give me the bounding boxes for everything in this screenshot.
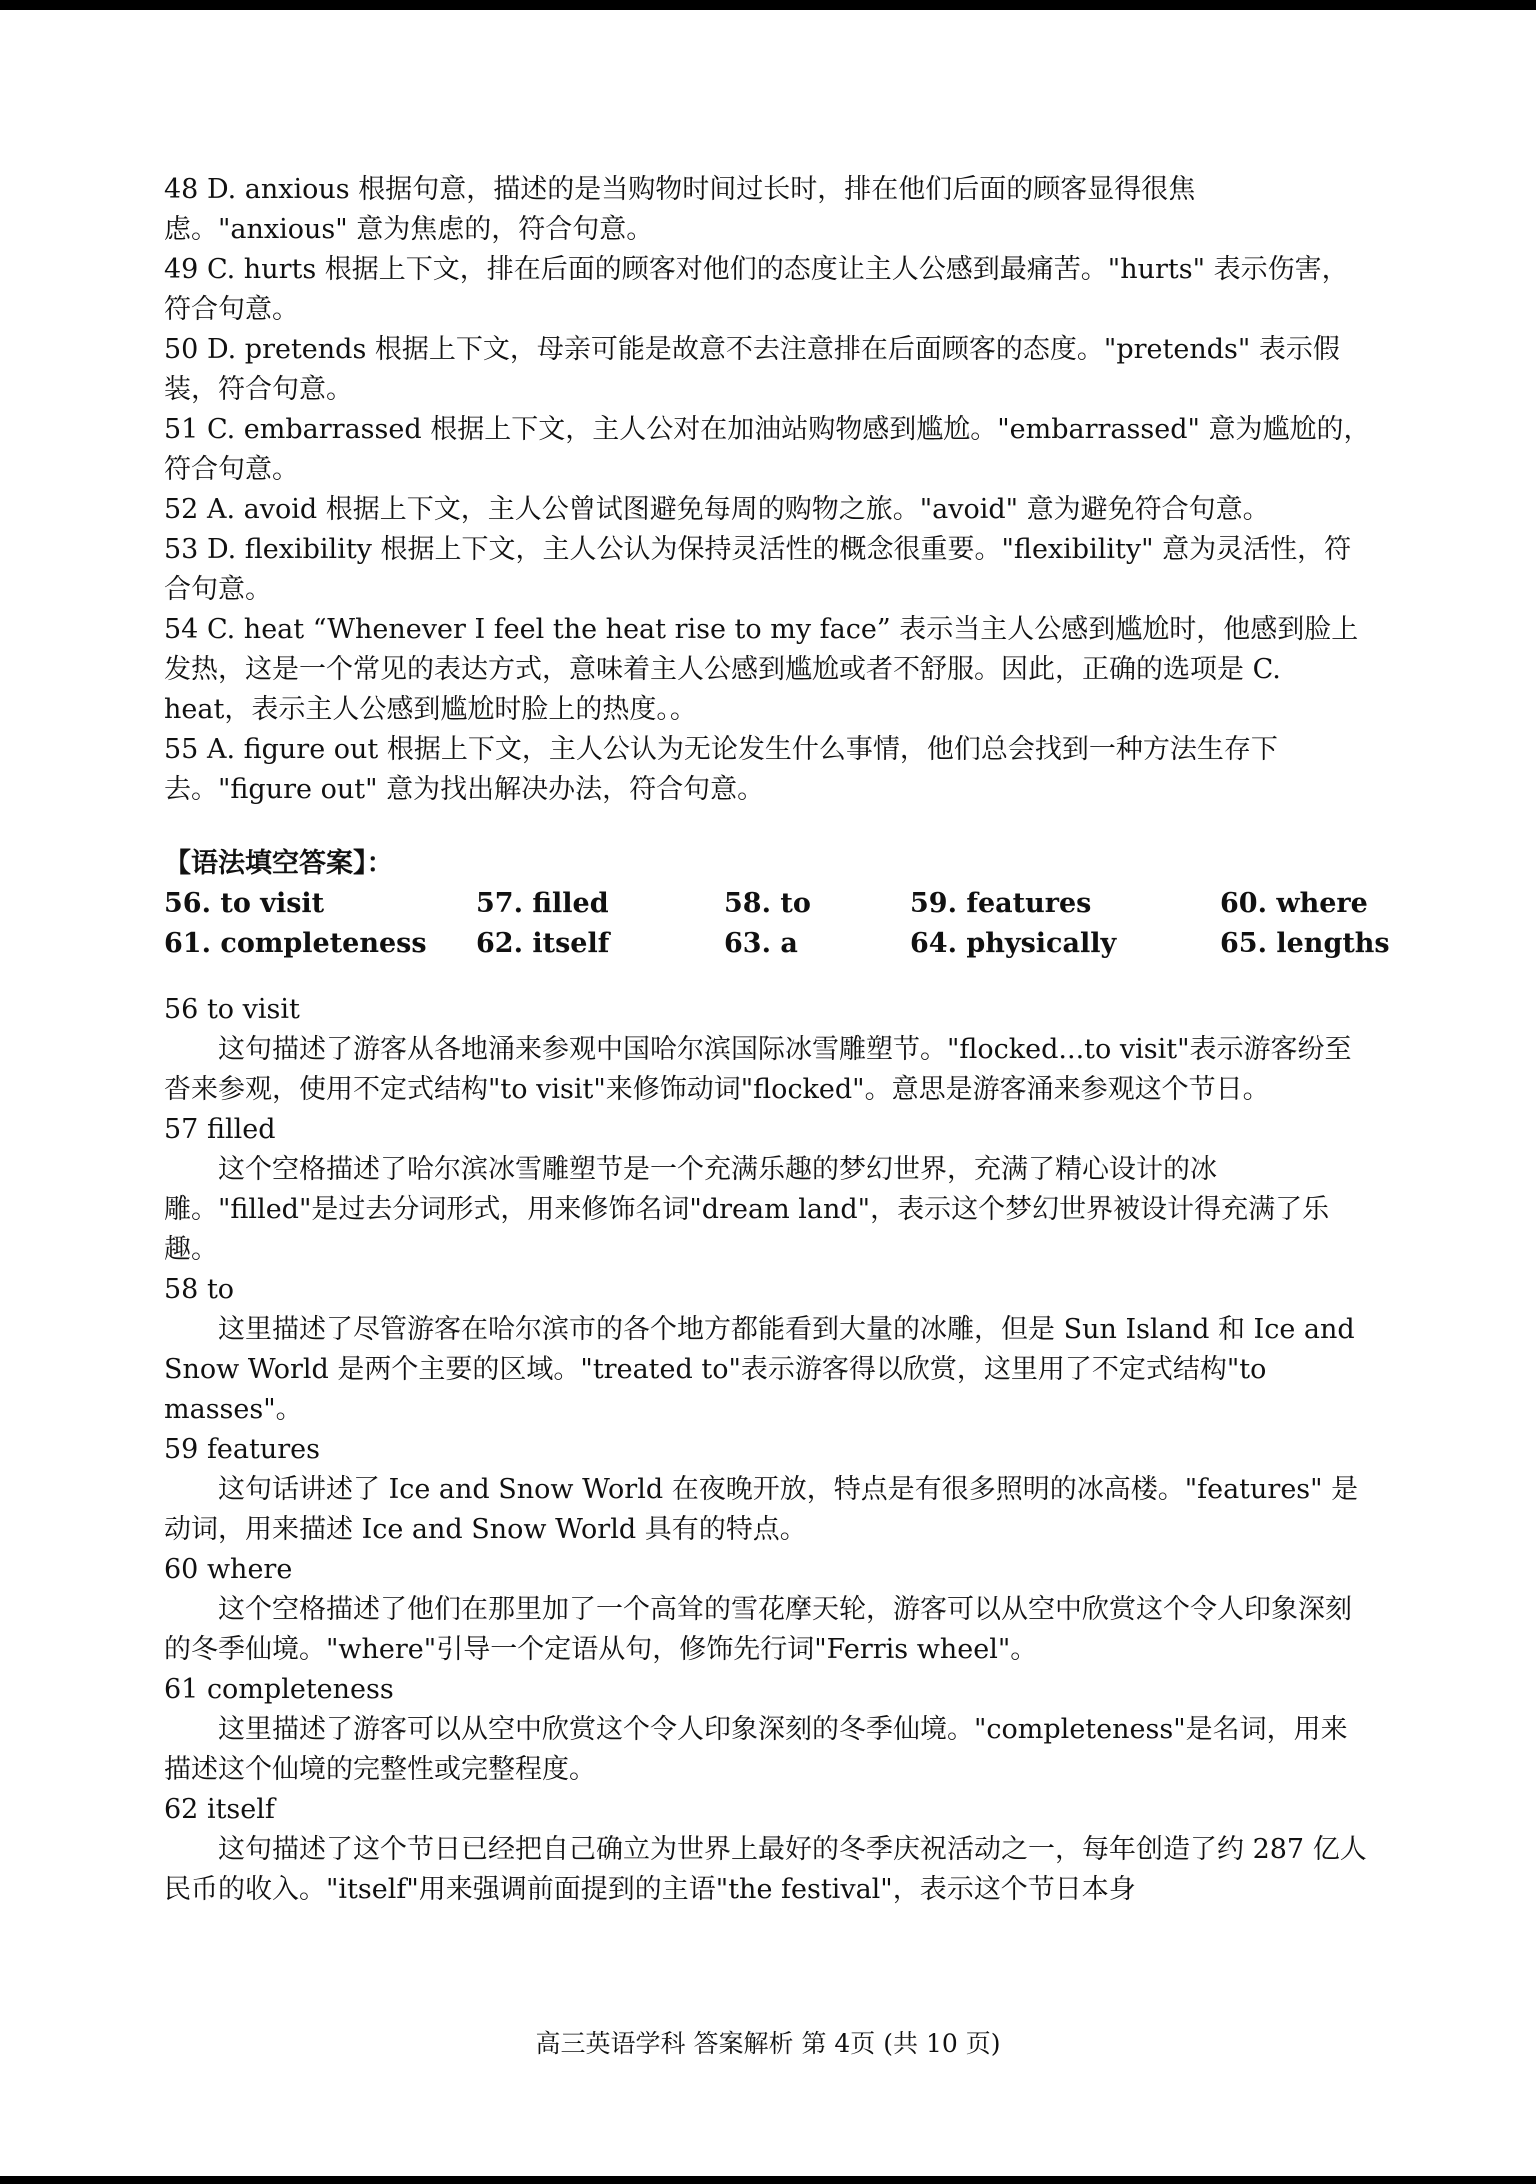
grammar-explanation-60: 这个空格描述了他们在那里加了一个高耸的雪花摩天轮，游客可以从空中欣赏这个令人印象深刻的冬季仙境。"where"引导一个定语从句，修饰先行词"Ferris wheel"。 xyxy=(164,1594,1352,1665)
grammar-answer: 60. where xyxy=(1220,888,1368,919)
bottom-border xyxy=(0,2176,1536,2184)
grammar-explanation-57: 这个空格描述了哈尔滨冰雪雕塑节是一个充满乐趣的梦幻世界，充满了精心设计的冰雕。"filled"是过去分词形式，用来修饰名词"dream land"，表示这个梦幻世界被设计得充满了乐趣。 xyxy=(164,1154,1330,1265)
answer-page xyxy=(164,170,1390,1910)
grammar-heading-59: 59 features xyxy=(164,1434,320,1465)
grammar-section-title: 【语法填空答案】： xyxy=(164,848,394,879)
grammar-answer: 56. to visit xyxy=(164,888,325,919)
grammar-explanation-59: 这句话讲述了 Ice and Snow World 在夜晚开放，特点是有很多照明的冰高楼。"features" 是动词，用来描述 Ice and Snow World 具有的特点。 xyxy=(164,1474,1359,1545)
page-footer: 高三英语学科 答案解析 第 4页 (共 10 页) xyxy=(535,2029,1001,2058)
grammar-answer: 64. physically xyxy=(910,928,1117,959)
grammar-explanation-58: 这里描述了尽管游客在哈尔滨市的各个地方都能看到大量的冰雕，但是 Sun Island 和 Ice and Snow World 是两个主要的区域。"treated to"表示游客得以欣赏，这里用了不定式结构"to masses"。 xyxy=(164,1314,1355,1425)
grammar-answer-grid xyxy=(164,884,1390,964)
grammar-answer: 62. itself xyxy=(476,928,610,959)
grammar-answer: 63. a xyxy=(724,928,798,959)
cloze-explanation-48: 48 D. anxious 根据句意，描述的是当购物时间过长时，排在他们后面的顾客显得很焦虑。"anxious" 意为焦虑的，符合句意。 xyxy=(164,174,1196,245)
cloze-explanation-51: 51 C. embarrassed 根据上下文，主人公对在加油站购物感到尴尬。"embarrassed" 意为尴尬的，符合句意。 xyxy=(164,414,1371,485)
top-border xyxy=(0,0,1536,10)
cloze-explanation-52: 52 A. avoid 根据上下文，主人公曾试图避免每周的购物之旅。"avoid" 意为避免符合句意。 xyxy=(164,494,1270,525)
cloze-explanation-49: 49 C. hurts 根据上下文，排在后面的顾客对他们的态度让主人公感到最痛苦。"hurts" 表示伤害，符合句意。 xyxy=(164,254,1349,325)
grammar-heading-61: 61 completeness xyxy=(164,1674,394,1705)
cloze-explanation-54: 54 C. heat “Whenever I feel the heat rise to my face” 表示当主人公感到尴尬时，他感到脸上发热，这是一个常见的表达方式，意味着主人公感到尴尬或者不舒服。因此，正确的选项是 C. heat，表示主人公感到尴尬时脸上的热度。。 xyxy=(164,614,1359,725)
grammar-explanation-56: 这句描述了游客从各地涌来参观中国哈尔滨国际冰雪雕塑节。"flocked...to visit"表示游客纷至沓来参观，使用不定式结构"to visit"来修饰动词"flocked"。意思是游客涌来参观这个节日。 xyxy=(164,1034,1352,1105)
grammar-heading-56: 56 to visit xyxy=(164,994,300,1025)
grammar-explanation-61: 这里描述了游客可以从空中欣赏这个令人印象深刻的冬季仙境。"completeness"是名词，用来描述这个仙境的完整性或完整程度。 xyxy=(164,1714,1348,1785)
grammar-answer: 58. to xyxy=(724,888,811,919)
cloze-explanation-55: 55 A. figure out 根据上下文，主人公认为无论发生什么事情，他们总会找到一种方法生存下去。"figure out" 意为找出解决办法，符合句意。 xyxy=(164,734,1278,805)
grammar-explanation-62: 这句描述了这个节日已经把自己确立为世界上最好的冬季庆祝活动之一，每年创造了约 287 亿人民币的收入。"itself"用来强调前面提到的主语"the festival"，表示这个节日本身 xyxy=(164,1834,1367,1905)
grammar-answer: 65. lengths xyxy=(1220,928,1390,959)
grammar-heading-62: 62 itself xyxy=(164,1794,275,1825)
grammar-answer: 57. filled xyxy=(476,888,609,919)
grammar-answer: 59. features xyxy=(910,888,1092,919)
grammar-heading-58: 58 to xyxy=(164,1274,235,1305)
grammar-answer: 61. completeness xyxy=(164,928,427,959)
grammar-heading-57: 57 filled xyxy=(164,1114,276,1145)
cloze-explanation-50: 50 D. pretends 根据上下文，母亲可能是故意不去注意排在后面顾客的态度。"pretends" 表示假装，符合句意。 xyxy=(164,334,1340,405)
grammar-heading-60: 60 where xyxy=(164,1554,293,1585)
cloze-explanation-53: 53 D. flexibility 根据上下文，主人公认为保持灵活性的概念很重要。"flexibility" 意为灵活性，符合句意。 xyxy=(164,534,1352,605)
